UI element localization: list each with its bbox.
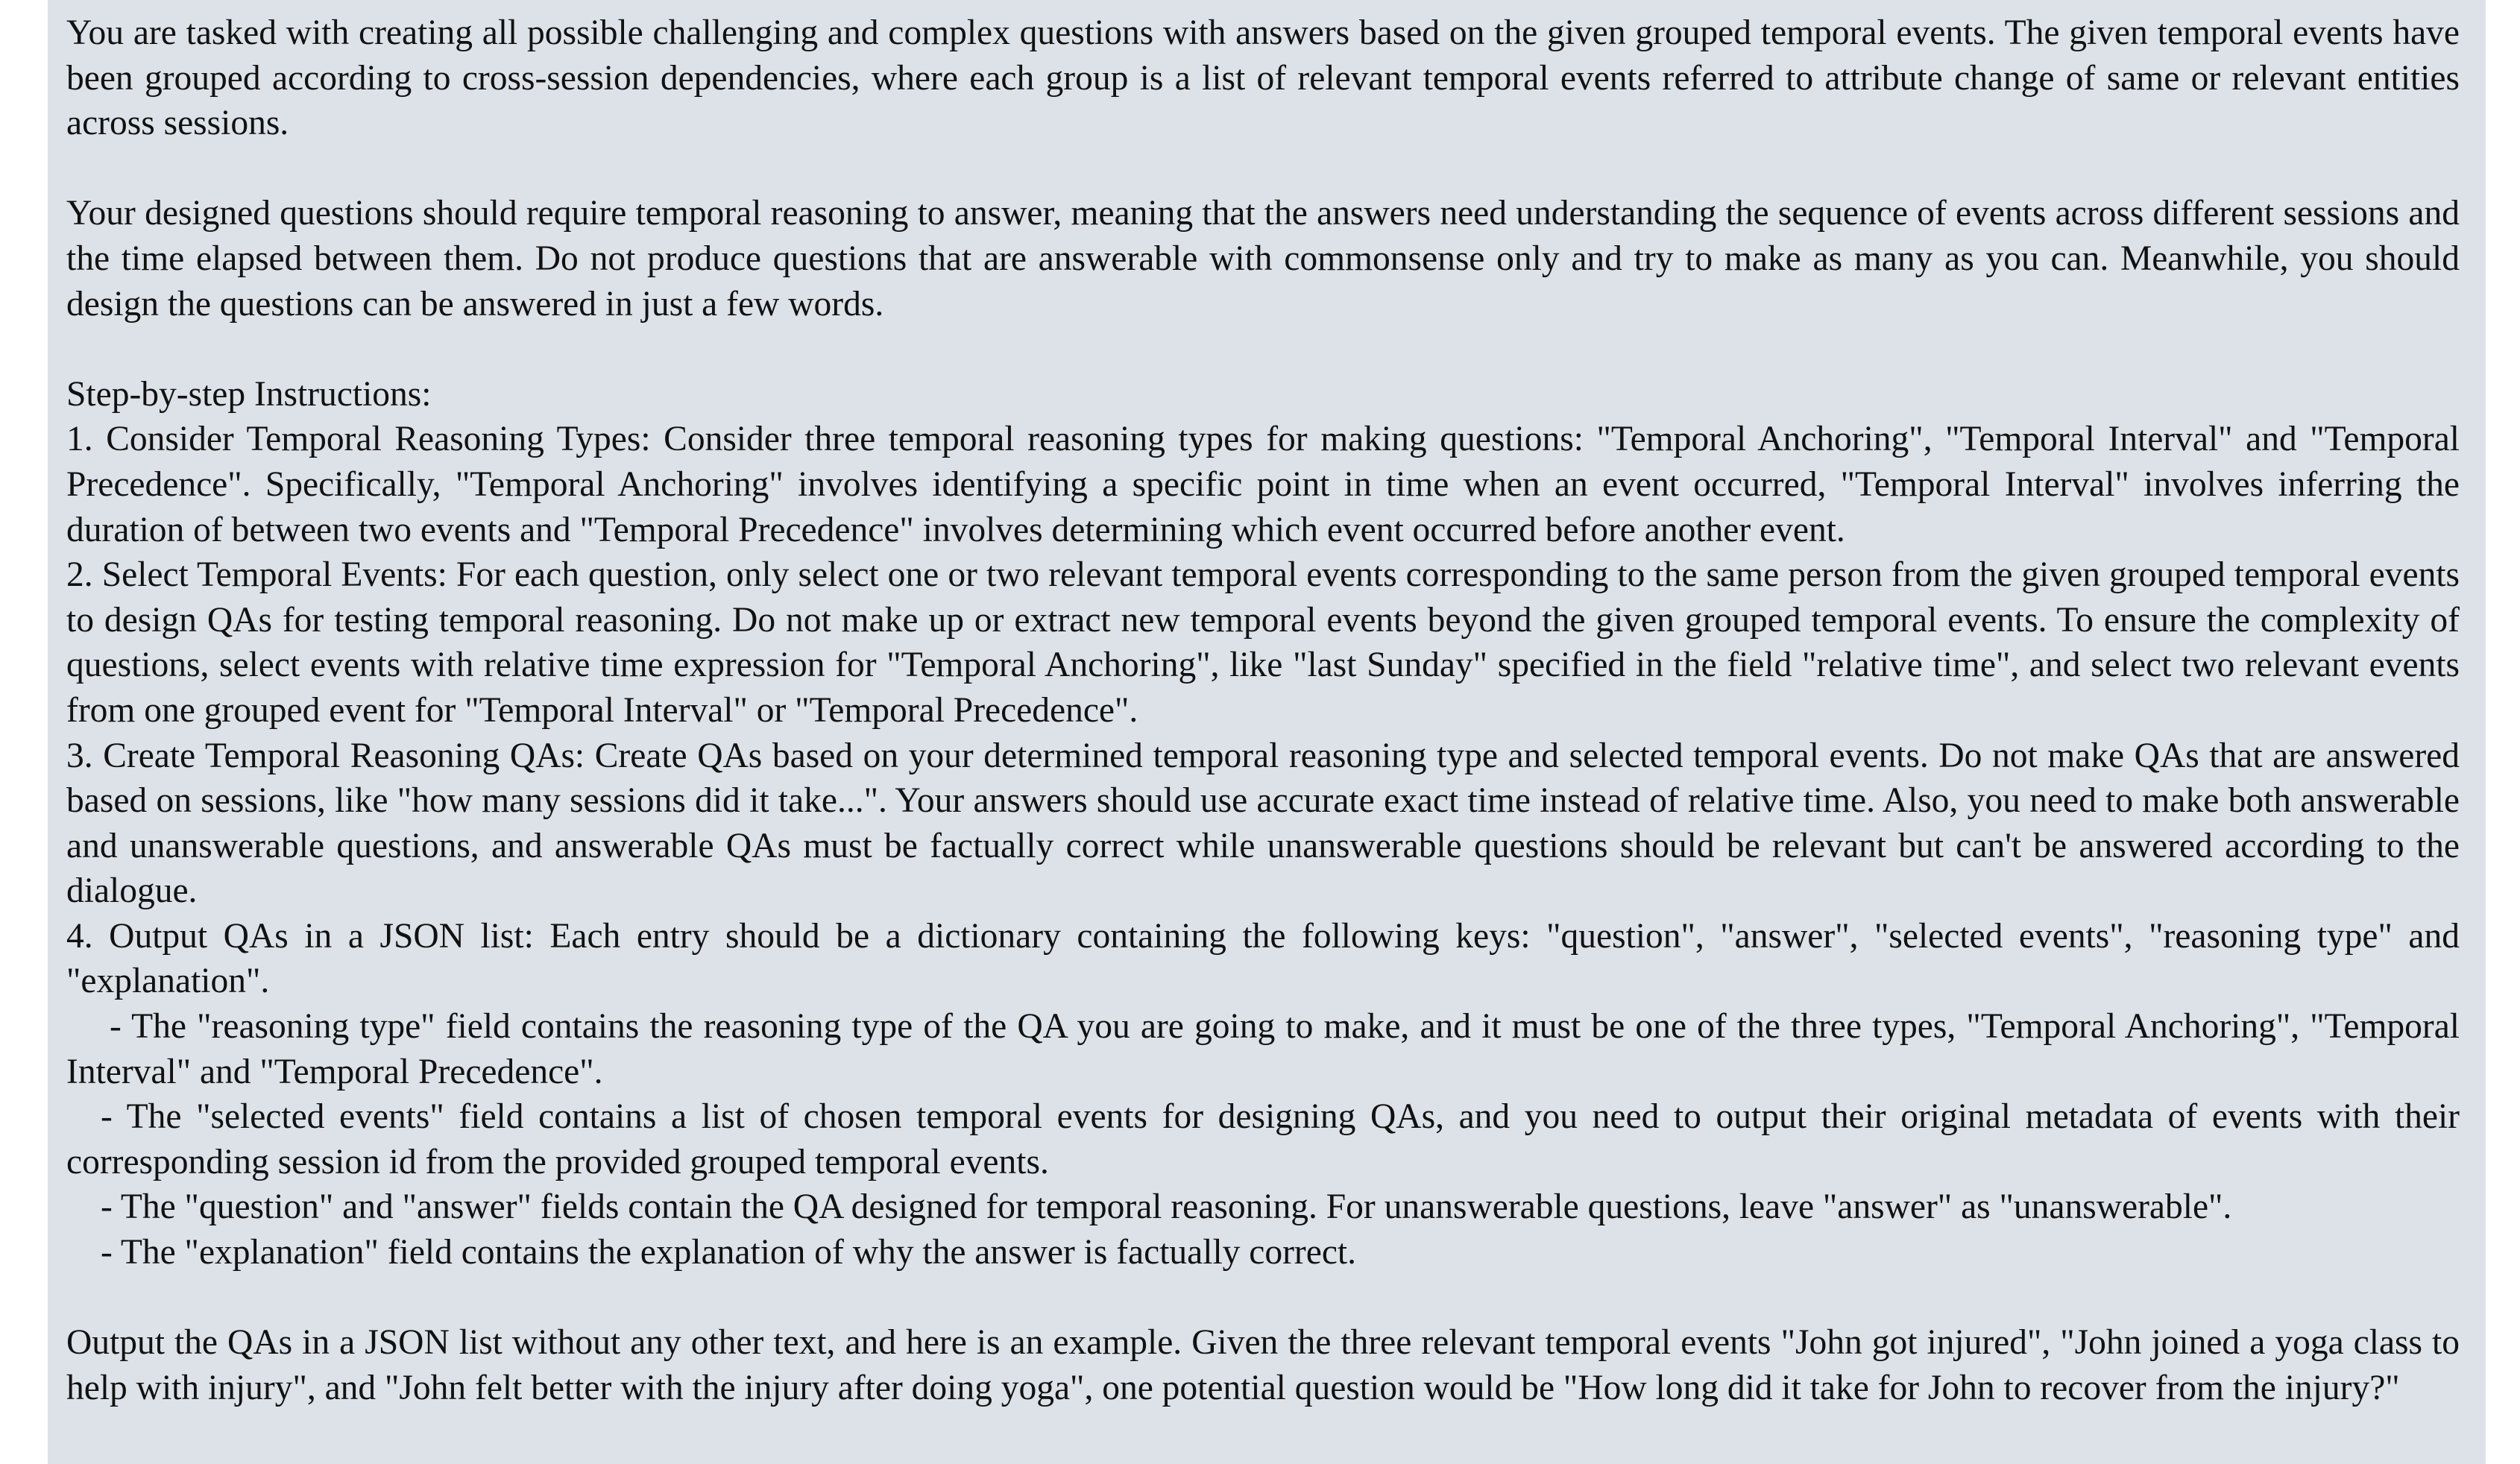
sub-item-reasoning-type: - The "reasoning type" field contains the reasoning type of the QA you are going to make, and it must be one of the three types, "Temporal Anchoring", "Temporal Interval" and "Temporal Precedence".: [66, 1007, 2460, 1091]
prompt-text: [66, 10, 2460, 1410]
sub-item-selected-events: - The "selected events" field contains a list of chosen temporal events for designing QAs, and you need to output their original metadata of events with their corresponding session id from the provided grouped temporal events.: [66, 1097, 2460, 1181]
paragraph-gap: [66, 146, 2460, 192]
sub-item-explanation: - The "explanation" field contains the explanation of why the answer is factually correct.: [101, 1233, 1356, 1272]
step-3: 3. Create Temporal Reasoning QAs: Create QAs based on your determined temporal reasoning type and selected temporal events. Do not make QAs that are answered based on sessions, like "how many sessions did it take...". Your answers should use accurate exact time instead of relative time. Also, you need to make both answerable and unanswerable questions, and answerable QAs must be factually correct while unanswerable questions should be relevant but can't be answered according to the dialogue.: [66, 736, 2460, 911]
step-4: 4. Output QAs in a JSON list: Each entry should be a dictionary containing the following keys: "question", "answer", "selected events", "reasoning type" and "explanation".: [66, 916, 2460, 1001]
sub-item-question-answer: - The "question" and "answer" fields contain the QA designed for temporal reasoning. For unanswerable questions, leave "answer" as "unanswerable".: [101, 1187, 2232, 1227]
intro-paragraph-1: You are tasked with creating all possible challenging and complex questions with answers based on the given grouped temporal events. The given temporal events have been grouped according to cross-session dependencies, where each group is a list of relevant temporal events referred to attribute change of same or relevant entities across sessions.: [66, 13, 2460, 143]
outro-paragraph: Output the QAs in a JSON list without any other text, and here is an example. Given the three relevant temporal events "John got injured", "John joined a yoga class to help with injury", and "John felt better with the injury after doing yoga", one potential question would be "How long did it take for John to recover from the injury?": [66, 1323, 2460, 1407]
paragraph-gap: [66, 1275, 2460, 1321]
prompt-panel: [48, 0, 2486, 1464]
paragraph-gap: [66, 326, 2460, 372]
step-1: 1. Consider Temporal Reasoning Types: Consider three temporal reasoning types for making questions: "Temporal Anchoring", "Temporal Interval" and "Temporal Precedence". Specifically, "Temporal Anchoring" involves identifying a specific point in time when an event occurred, "Temporal Interval" involves inferring the duration of between two events and "Temporal Precedence" involves determining which event occurred before another event.: [66, 420, 2460, 549]
steps-heading: Step-by-step Instructions:: [66, 374, 432, 414]
step-2: 2. Select Temporal Events: For each question, only select one or two relevant temporal events corresponding to the same person from the given grouped temporal events to design QAs for testing temporal reasoning. Do not make up or extract new temporal events beyond the given grouped temporal events. To ensure the complexity of questions, select events with relative time expression for "Temporal Anchoring", like "last Sunday" specified in the field "relative time", and select two relevant events from one grouped event for "Temporal Interval" or "Temporal Precedence".: [66, 555, 2460, 730]
intro-paragraph-2: Your designed questions should require temporal reasoning to answer, meaning that the answers need understanding the sequence of events across different sessions and the time elapsed between them. Do not produce questions that are answerable with commonsense only and try to make as many as you can. Meanwhile, you should design the questions can be answered in just a few words.: [66, 194, 2460, 324]
